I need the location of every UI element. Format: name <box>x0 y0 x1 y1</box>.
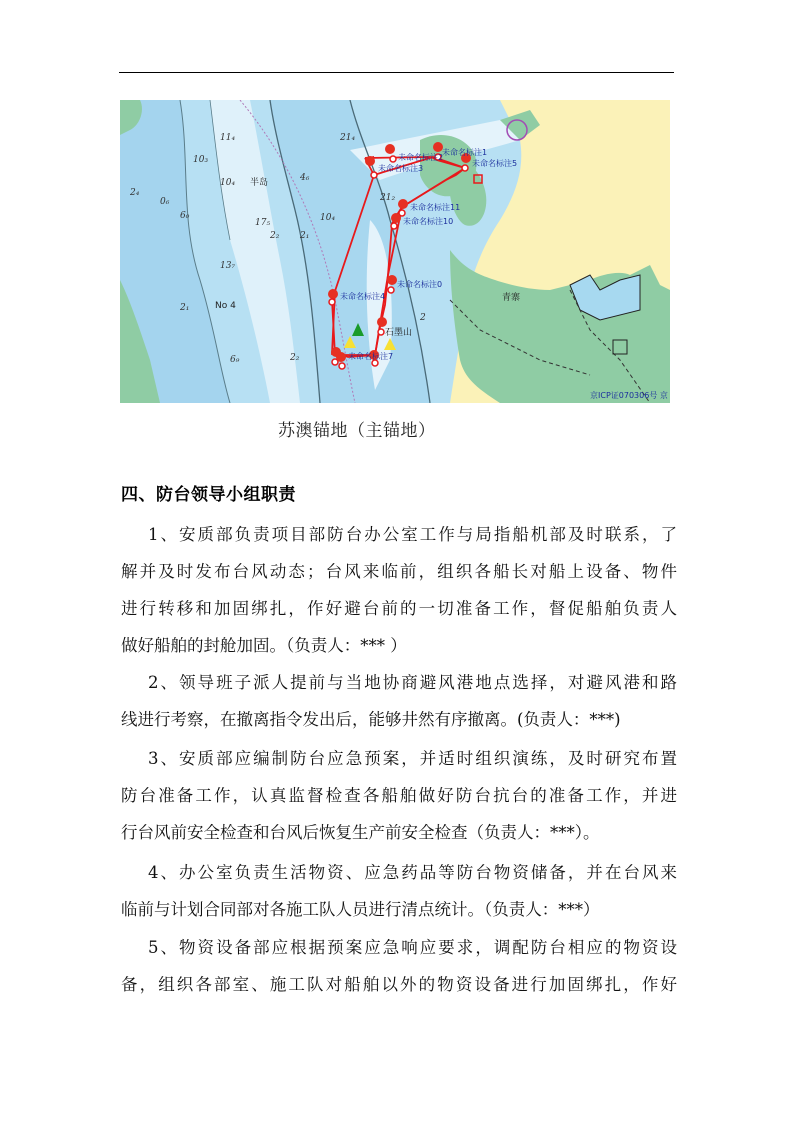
section-heading: 四、防台领导小组职责 <box>121 485 296 505</box>
svg-text:未命名标注11: 未命名标注11 <box>410 203 461 212</box>
paragraph-1 <box>121 516 677 664</box>
svg-text:未命名标注0: 未命名标注0 <box>397 280 443 289</box>
svg-text:2₂: 2₂ <box>270 231 280 241</box>
anchorage-chart-map <box>120 100 670 403</box>
svg-text:6₀: 6₀ <box>180 211 190 221</box>
paragraph-line: 解并及时发布台风动态；台风来临前，组织各船长对船上设备、物件 <box>121 562 677 581</box>
svg-text:0₆: 0₆ <box>160 197 170 207</box>
paragraph-line: 行台风前安全检查和台风后恢复生产前安全检查（负责人：***）。 <box>121 823 600 842</box>
svg-text:4₆: 4₆ <box>300 173 310 183</box>
svg-text:未命名标注7: 未命名标注7 <box>348 352 394 361</box>
paragraph-line: 线进行考察，在撤离指令发出后，能够井然有序撤离。(负责人：***) <box>121 710 621 729</box>
svg-text:未命名标注2: 未命名标注2 <box>398 153 444 162</box>
paragraph-3 <box>121 740 677 851</box>
paragraph-line: 2、领导班子派人提前与当地协商避风港地点选择，对避风港和路 <box>148 673 677 692</box>
svg-text:2₁: 2₁ <box>180 303 190 313</box>
svg-text:青寨: 青寨 <box>502 293 521 303</box>
paragraph-line: 临前与计划合同部对各施工队人员进行清点统计。（负责人：***） <box>121 900 600 919</box>
svg-text:21₂: 21₂ <box>380 193 396 203</box>
header-rule <box>119 72 674 73</box>
paragraph-line: 备，组织各部室、施工队对船舶以外的物资设备进行加固绑扎，作好 <box>121 975 677 994</box>
svg-text:半岛: 半岛 <box>250 178 269 188</box>
paragraph-line: 进行转移和加固绑扎，作好避台前的一切准备工作，督促船舶负责人 <box>121 599 677 618</box>
svg-text:石墨山: 石墨山 <box>385 328 413 338</box>
paragraph-line: 4、办公室负责生活物资、应急药品等防台物资储备，并在台风来 <box>148 863 677 882</box>
svg-text:2₁: 2₁ <box>300 231 310 241</box>
svg-text:10₄: 10₄ <box>320 213 336 223</box>
svg-text:京ICP证070306号 京: 京ICP证070306号 京 <box>590 391 668 400</box>
svg-text:未命名标注5: 未命名标注5 <box>472 159 518 168</box>
svg-text:11₄: 11₄ <box>220 133 236 143</box>
paragraph-line: 5、物资设备部应根据预案应急响应要求，调配防台相应的物资设 <box>148 938 677 957</box>
paragraph-4 <box>121 854 677 928</box>
svg-text:6₉: 6₉ <box>230 355 240 365</box>
svg-text:2₄: 2₄ <box>130 188 140 198</box>
paragraph-2 <box>121 664 677 738</box>
paragraph-line: 防台准备工作，认真监督检查各船舶做好防台抗台的准备工作，并进 <box>121 786 677 805</box>
svg-text:未命名标注10: 未命名标注10 <box>403 217 454 226</box>
svg-text:21₄: 21₄ <box>340 133 356 143</box>
paragraph-line: 3、安质部应编制防台应急预案，并适时组织演练，及时研究布置 <box>148 749 677 768</box>
svg-text:未命名标注4: 未命名标注4 <box>340 292 386 301</box>
paragraph-5 <box>121 929 677 1003</box>
svg-text:No 4: No 4 <box>215 301 236 311</box>
nautical-chart <box>120 100 670 403</box>
svg-text:17₅: 17₅ <box>255 218 271 228</box>
svg-text:2₂: 2₂ <box>290 353 300 363</box>
svg-text:10₃: 10₃ <box>193 155 209 165</box>
figure-caption: 苏澳锚地（主锚地） <box>278 421 436 441</box>
svg-text:未命名标注3: 未命名标注3 <box>378 164 424 173</box>
svg-text:2: 2 <box>420 313 426 323</box>
paragraph-line: 1、安质部负责项目部防台办公室工作与局指船机部及时联系，了 <box>148 525 677 544</box>
svg-text:10₄: 10₄ <box>220 178 236 188</box>
svg-text:13₇: 13₇ <box>220 261 236 271</box>
svg-text:未命名标注1: 未命名标注1 <box>442 148 488 157</box>
paragraph-line: 做好船舶的封舱加固。（负责人：*** ） <box>121 636 407 655</box>
